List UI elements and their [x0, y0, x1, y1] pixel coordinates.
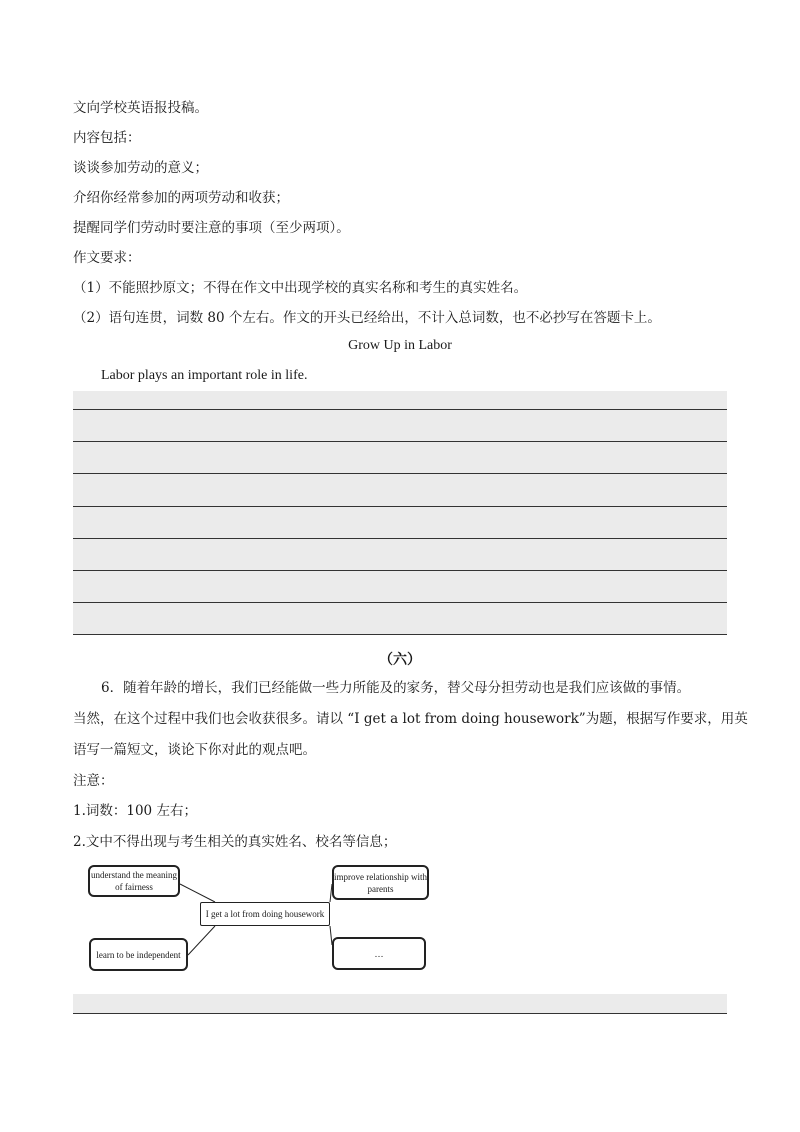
note-2: 2.文中不得出现与考生相关的真实姓名、校名等信息； — [73, 834, 397, 850]
essay-title: Grow Up in Labor — [348, 338, 452, 353]
content-item-2: 介绍你经常参加的两项劳动和收获； — [73, 190, 289, 206]
answer-line — [73, 570, 727, 571]
mind-map — [85, 862, 435, 977]
requirements-heading: 作文要求： — [73, 250, 141, 266]
answer-line — [73, 409, 727, 410]
answer-line — [73, 506, 727, 507]
essay-opening: Labor plays an important role in life. — [101, 368, 308, 383]
prompt-line-3: 语写一篇短文，谈论下你对此的观点吧。 — [73, 742, 316, 758]
answer-line — [73, 602, 727, 603]
content-item-1: 谈谈参加劳动的意义； — [73, 160, 208, 176]
answer-area-2[interactable] — [73, 994, 727, 1014]
answer-line — [73, 441, 727, 442]
answer-line — [73, 538, 727, 539]
answer-line — [73, 1013, 727, 1014]
node-relationship: improve relationship with parents — [332, 865, 429, 900]
node-center: I get a lot from doing housework — [200, 902, 330, 926]
intro-line1: 文向学校英语报投稿。 — [73, 100, 208, 116]
prompt-line-1: 6．随着年龄的增长，我们已经能做一些力所能及的家务，替父母分担劳动也是我们应该做的事情。 — [101, 680, 691, 696]
node-ellipsis: … — [332, 937, 426, 970]
section-title: （六） — [379, 652, 421, 668]
answer-line — [73, 473, 727, 474]
note-1: 1.词数：100 左右； — [73, 803, 197, 819]
answer-line — [73, 634, 727, 635]
node-independent: learn to be independent — [89, 938, 188, 971]
notes-heading: 注意： — [73, 773, 114, 789]
requirement-1: （1）不能照抄原文；不得在作文中出现学校的真实名称和考生的真实姓名。 — [73, 280, 528, 296]
node-fairness: understand the meaning of fairness — [88, 865, 180, 897]
requirement-2: （2）语句连贯，词数 80 个左右。作文的开头已经给出，不计入总词数，也不必抄写在答题卡上。 — [73, 310, 661, 326]
answer-area[interactable] — [73, 391, 727, 635]
content-item-3: 提醒同学们劳动时要注意的事项（至少两项）。 — [73, 220, 350, 236]
prompt-line-2: 当然，在这个过程中我们也会收获很多。请以 “I get a lot from doing housework”为题，根据写作要求，用英 — [73, 711, 748, 727]
content-heading: 内容包括： — [73, 130, 141, 146]
